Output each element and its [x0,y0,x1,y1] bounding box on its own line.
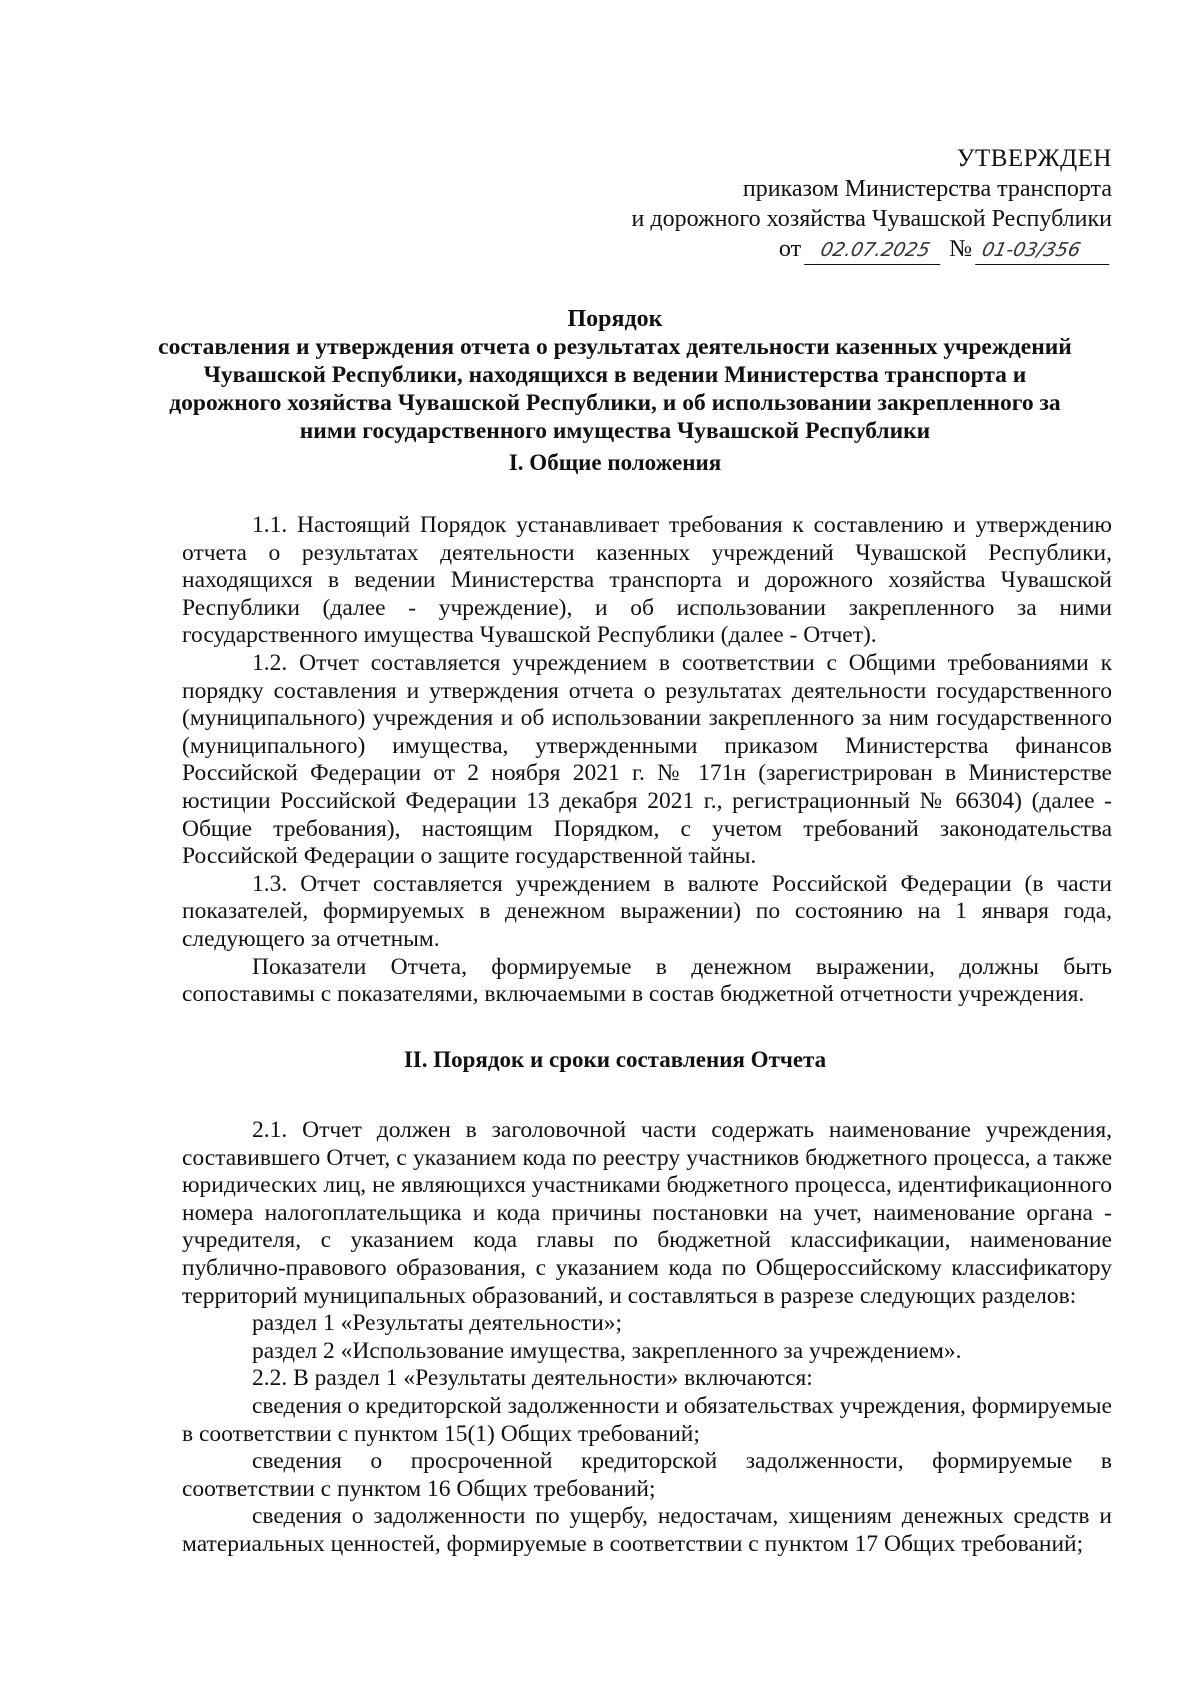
section-1-heading: I. Общие положения [508,450,722,475]
section-2-body [182,1117,1112,1559]
approval-line-1: приказом Министерства транспорта [742,176,1112,202]
paragraph-1-3-indicators: Показатели Отчета, формируемые в денежном выражении, должны быть сопоставимы с показателями, включаемыми в состав бюджетной отчетности учреждения. [182,953,1112,1008]
approval-date-line [592,234,1112,265]
handwritten-number: 01-03/356 [975,238,1115,265]
list-item-creditor-debt: сведения о кредиторской задолженности и обязательствах учреждения, формируемые в соответствии с пунктом 15(1) Общих требований; [182,1392,1112,1447]
approval-title: УТВЕРЖДЕН [956,145,1112,172]
number-prefix: № [949,236,972,262]
section-2-heading: II. Порядок и сроки составления Отчета [403,1047,827,1072]
list-item-damage-debt: сведения о задолженности по ущербу, недостачам, хищениям денежных средств и материальных ценностей, формируемые в соответствии с пунктом 17 Общих требований; [182,1503,1112,1557]
approval-stamp-block [592,144,1112,265]
list-item-section-1: раздел 1 «Результаты деятельности»; [252,1310,623,1337]
date-prefix: от [778,236,802,262]
handwritten-date: 02.07.2025 [804,238,946,265]
paragraph-1-1: 1.1. Настоящий Порядок устанавливает требования к составлению и утверждению отчета о результатах деятельности казенных учреждений Чувашской Республики, находящихся в ведении Министерства транспорта и дорожного хозяйства Чувашской Республики (далее - учреждение), и об использовании закрепленного за ними государственного имущества Чувашской Республики (далее - Отчет). [182,512,1112,649]
document-title-block [150,305,1080,445]
paragraph-2-1: 2.1. Отчет должен в заголовочной части содержать наименование учреждения, составившего Отчет, с указанием кода по реестру участников бюджетного процесса, а также юридических лиц, не являющихся участниками бюджетного процесса, идентификационного номера налогоплательщика и кода причины постановки на учет, наименование органа - учредителя, с указанием кода главы по бюджетной классификации, наименование публично-правового образования, с указанием кода по Общероссийскому классификатору территорий муниципальных образований, и составляться в разрезе следующих разделов: [182,1117,1112,1309]
paragraph-1-2: 1.2. Отчет составляется учреждением в соответствии с Общими требованиями к порядку составления и утверждения отчета о результатах деятельности государственного (муниципального) учреждения и об использовании закрепленного за ним государственного (муниципального) имущества, утвержденными приказом Министерства финансов Российской Федерации от 2 ноября 2021 г. № 171н (зарегистрирован в Министерстве юстиции Российской Федерации 13 декабря 2021 г., регистрационный № 66304) (далее - Общие требования), настоящим Порядком, с учетом требований законодательства Российской Федерации о защите государственной тайны. [182,649,1112,870]
paragraph-2-2: 2.2. В раздел 1 «Результаты деятельности» включаются: [252,1365,813,1392]
list-item-section-2: раздел 2 «Использование имущества, закрепленного за учреждением». [252,1337,962,1364]
paragraph-1-3: 1.3. Отчет составляется учреждением в валюте Российской Федерации (в части показателей, формируемых в денежном выражении) по состоянию на 1 января года, следующего за отчетным. [182,870,1112,952]
document-title: Порядок [567,306,663,332]
document-subtitle: составления и утверждения отчета о результатах деятельности казенных учреждений Чувашской Республики, находящихся в ведении Министерства транспорта и дорожного хозяйства Чувашской Республики, и об использовании закрепленного за ними государственного имущества Чувашской Республики [158,334,1072,444]
approval-line-2: и дорожного хозяйства Чувашской Республики [631,206,1112,232]
list-item-overdue-debt: сведения о просроченной кредиторской задолженности, формируемые в соответствии с пунктом 16 Общих требований; [182,1448,1112,1502]
section-1-body [182,512,1112,1009]
